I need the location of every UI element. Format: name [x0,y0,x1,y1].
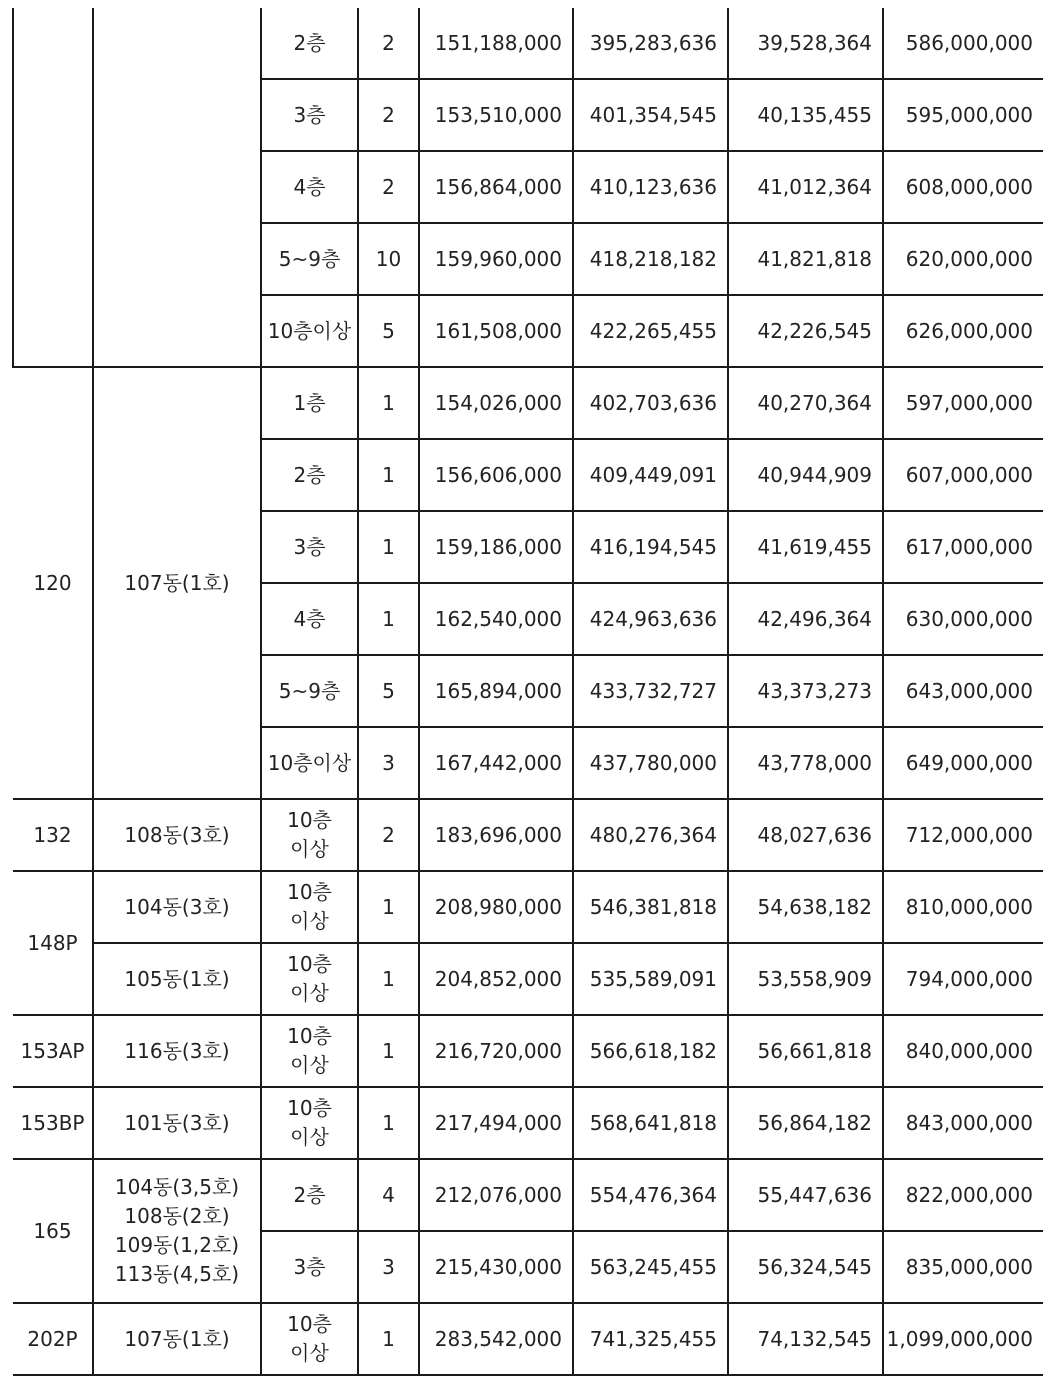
units-cell: 1 [358,871,419,943]
units-cell: 1 [358,943,419,1015]
area-cell: 202P [13,1303,93,1375]
dong-cell: 104동(3호) [93,871,261,943]
land-price-cell: 161,508,000 [419,295,573,367]
total-price-cell: 630,000,000 [883,583,1043,655]
area-cell: 165 [13,1159,93,1303]
total-price-cell: 810,000,000 [883,871,1043,943]
floor-cell: 5~9층 [261,655,358,727]
floor-line: 이상 [290,1341,329,1365]
floor-line: 이상 [290,1125,329,1149]
table-row [13,799,1043,871]
floor-cell: 5~9층 [261,223,358,295]
floor-cell: 2층 [261,1159,358,1231]
land-price-cell: 165,894,000 [419,655,573,727]
dong-cell [93,1159,261,1303]
floor-line: 이상 [290,981,329,1005]
area-cell [13,8,93,367]
building-price-cell: 554,476,364 [573,1159,728,1231]
dong-cell: 107동(1호) [93,1303,261,1375]
vat-cell: 40,135,455 [728,79,883,151]
units-cell: 1 [358,511,419,583]
land-price-cell: 159,960,000 [419,223,573,295]
units-cell: 3 [358,727,419,799]
vat-cell: 40,944,909 [728,439,883,511]
total-price-cell: 794,000,000 [883,943,1043,1015]
floor-cell: 10층이상 [261,727,358,799]
total-price-cell: 607,000,000 [883,439,1043,511]
vat-cell: 74,132,545 [728,1303,883,1375]
land-price-cell: 167,442,000 [419,727,573,799]
units-cell: 1 [358,439,419,511]
area-cell: 153BP [13,1087,93,1159]
units-cell: 1 [358,1015,419,1087]
units-cell: 2 [358,79,419,151]
vat-cell: 56,324,545 [728,1231,883,1303]
floor-cell [261,1087,358,1159]
dong-cell: 105동(1호) [93,943,261,1015]
floor-line: 10층 [287,952,332,976]
building-price-cell: 480,276,364 [573,799,728,871]
vat-cell: 39,528,364 [728,8,883,79]
floor-cell: 10층이상 [261,295,358,367]
total-price-cell: 608,000,000 [883,151,1043,223]
dong-line: 108동(2호) [124,1204,230,1228]
area-cell: 148P [13,871,93,1015]
floor-cell [261,1015,358,1087]
dong-line: 104동(3,5호) [114,1175,240,1199]
total-price-cell: 840,000,000 [883,1015,1043,1087]
total-price-cell: 1,099,000,000 [883,1303,1043,1375]
dong-cell: 108동(3호) [93,799,261,871]
building-price-cell: 401,354,545 [573,79,728,151]
vat-cell: 42,226,545 [728,295,883,367]
building-price-cell: 418,218,182 [573,223,728,295]
vat-cell: 56,661,818 [728,1015,883,1087]
table-row [13,367,1043,439]
dong-line: 113동(4,5호) [114,1262,240,1286]
units-cell: 1 [358,583,419,655]
total-price-cell: 586,000,000 [883,8,1043,79]
floor-line: 10층 [287,808,332,832]
land-price-cell: 212,076,000 [419,1159,573,1231]
floor-cell: 4층 [261,583,358,655]
units-cell: 4 [358,1159,419,1231]
land-price-cell: 156,864,000 [419,151,573,223]
units-cell: 2 [358,151,419,223]
vat-cell: 56,864,182 [728,1087,883,1159]
units-cell: 1 [358,1087,419,1159]
floor-cell: 3층 [261,511,358,583]
land-price-cell: 204,852,000 [419,943,573,1015]
land-price-cell: 217,494,000 [419,1087,573,1159]
building-price-cell: 433,732,727 [573,655,728,727]
dong-cell: 116동(3호) [93,1015,261,1087]
vat-cell: 55,447,636 [728,1159,883,1231]
total-price-cell: 620,000,000 [883,223,1043,295]
floor-cell [261,943,358,1015]
building-price-cell: 535,589,091 [573,943,728,1015]
floor-line: 10층 [287,1096,332,1120]
land-price-cell: 159,186,000 [419,511,573,583]
total-price-cell: 617,000,000 [883,511,1043,583]
units-cell: 2 [358,799,419,871]
vat-cell: 42,496,364 [728,583,883,655]
area-cell: 153AP [13,1015,93,1087]
land-price-cell: 154,026,000 [419,367,573,439]
vat-cell: 43,778,000 [728,727,883,799]
land-price-cell: 183,696,000 [419,799,573,871]
units-cell: 5 [358,295,419,367]
units-cell: 2 [358,8,419,79]
land-price-cell: 208,980,000 [419,871,573,943]
floor-line: 이상 [290,1053,329,1077]
dong-cell: 101동(3호) [93,1087,261,1159]
table-row [13,1087,1043,1159]
total-price-cell: 822,000,000 [883,1159,1043,1231]
vat-cell: 40,270,364 [728,367,883,439]
dong-cell [93,8,261,367]
units-cell: 10 [358,223,419,295]
dong-line: 109동(1,2호) [114,1233,240,1257]
units-cell: 5 [358,655,419,727]
land-price-cell: 283,542,000 [419,1303,573,1375]
table-row [13,1015,1043,1087]
floor-line: 10층 [287,880,332,904]
total-price-cell: 643,000,000 [883,655,1043,727]
table-row [13,1303,1043,1375]
units-cell: 1 [358,367,419,439]
vat-cell: 41,619,455 [728,511,883,583]
building-price-cell: 409,449,091 [573,439,728,511]
dong-cell: 107동(1호) [93,367,261,799]
total-price-cell: 843,000,000 [883,1087,1043,1159]
building-price-cell: 416,194,545 [573,511,728,583]
area-cell: 120 [13,367,93,799]
floor-line: 이상 [290,837,329,861]
floor-cell: 3층 [261,79,358,151]
land-price-cell: 151,188,000 [419,8,573,79]
table-row [13,943,1043,1015]
floor-line: 10층 [287,1312,332,1336]
building-price-cell: 410,123,636 [573,151,728,223]
floor-cell: 2층 [261,439,358,511]
price-table-container [12,8,1043,1376]
table-row [13,871,1043,943]
floor-cell: 3층 [261,1231,358,1303]
building-price-cell: 424,963,636 [573,583,728,655]
total-price-cell: 835,000,000 [883,1231,1043,1303]
land-price-cell: 216,720,000 [419,1015,573,1087]
vat-cell: 48,027,636 [728,799,883,871]
building-price-cell: 437,780,000 [573,727,728,799]
building-price-cell: 402,703,636 [573,367,728,439]
total-price-cell: 595,000,000 [883,79,1043,151]
floor-cell [261,1303,358,1375]
floor-line: 10층 [287,1024,332,1048]
building-price-cell: 568,641,818 [573,1087,728,1159]
building-price-cell: 563,245,455 [573,1231,728,1303]
vat-cell: 54,638,182 [728,871,883,943]
vat-cell: 41,821,818 [728,223,883,295]
land-price-cell: 156,606,000 [419,439,573,511]
table-row [13,1159,1043,1231]
units-cell: 1 [358,1303,419,1375]
floor-cell: 1층 [261,367,358,439]
vat-cell: 53,558,909 [728,943,883,1015]
floor-cell [261,799,358,871]
land-price-cell: 162,540,000 [419,583,573,655]
vat-cell: 43,373,273 [728,655,883,727]
floor-line: 이상 [290,909,329,933]
land-price-cell: 153,510,000 [419,79,573,151]
floor-cell: 2층 [261,8,358,79]
building-price-cell: 546,381,818 [573,871,728,943]
vat-cell: 41,012,364 [728,151,883,223]
building-price-cell: 741,325,455 [573,1303,728,1375]
table-row [13,8,1043,79]
floor-cell [261,871,358,943]
building-price-cell: 422,265,455 [573,295,728,367]
area-cell: 132 [13,799,93,871]
floor-cell: 4층 [261,151,358,223]
land-price-cell: 215,430,000 [419,1231,573,1303]
building-price-cell: 395,283,636 [573,8,728,79]
price-table [12,8,1043,1376]
building-price-cell: 566,618,182 [573,1015,728,1087]
total-price-cell: 597,000,000 [883,367,1043,439]
total-price-cell: 712,000,000 [883,799,1043,871]
total-price-cell: 626,000,000 [883,295,1043,367]
total-price-cell: 649,000,000 [883,727,1043,799]
units-cell: 3 [358,1231,419,1303]
